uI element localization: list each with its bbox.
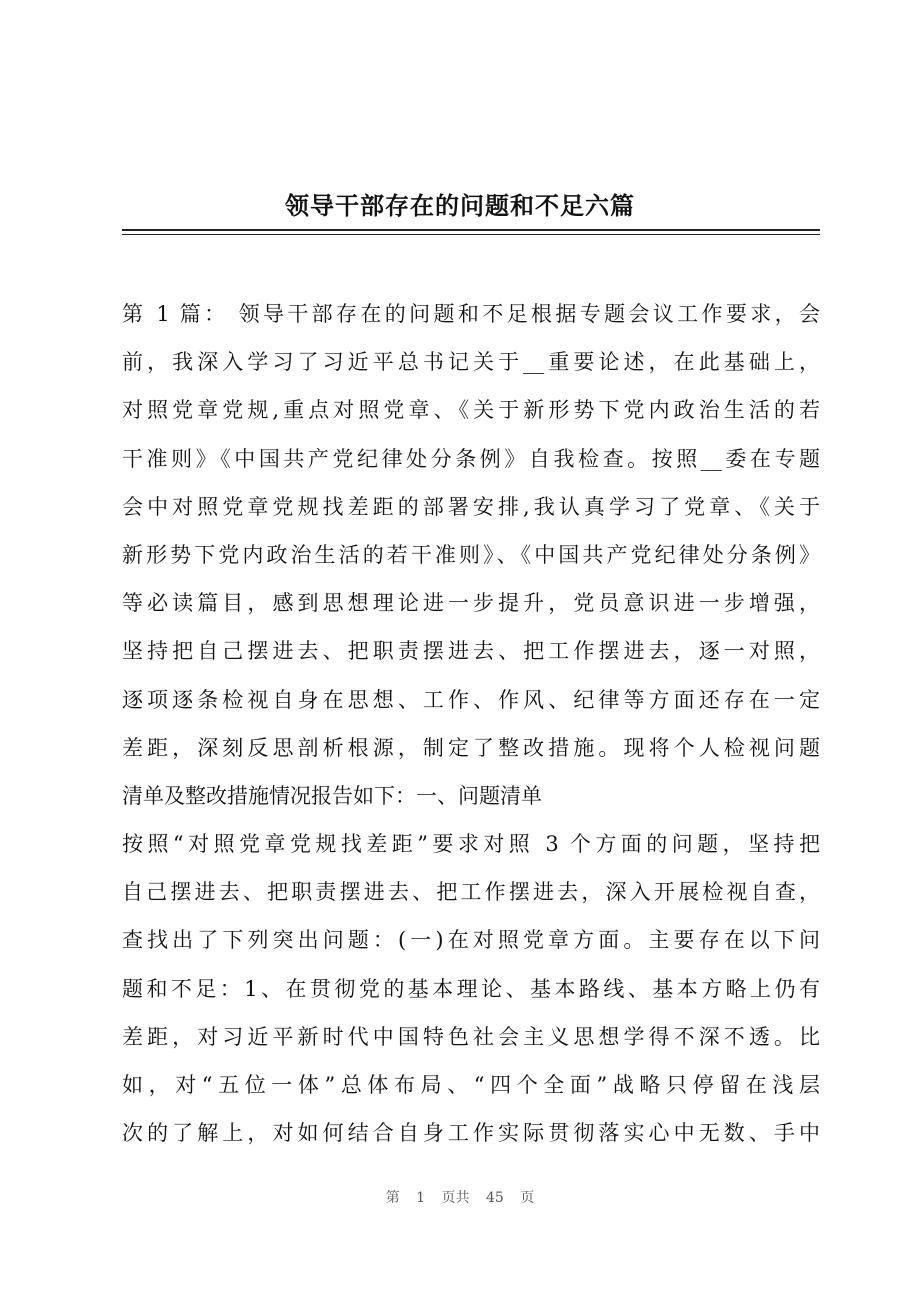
body-line: 等必读篇目，感到思想理论进一步提升，党员意识进一步增强， [122, 591, 820, 616]
body-line: 逐项逐条检视自身在思想、工作、作风、纪律等方面还存在一定 [122, 687, 820, 712]
footer-suffix: 页 [520, 1190, 535, 1206]
body-line: 对照党章党规,重点对照党章、《关于新形势下党内政治生活的若 [122, 398, 820, 423]
page-footer [0, 1186, 920, 1210]
body-line: 如，对“五位一体”总体布局、“四个全面”战略只停留在浅层 [122, 1073, 820, 1097]
body-line: 坚持把自己摆进去、把职责摆进去、把工作摆进去，逐一对照， [122, 639, 820, 664]
document-body [122, 290, 820, 1157]
body-line: 查找出了下列突出问题：(一)在对照党章方面。主要存在以下问 [122, 928, 820, 953]
body-line: 干准则》《中国共产党纪律处分条例》自我检查。按照__委在专题 [122, 446, 820, 471]
footer-page-number: 1 [416, 1190, 426, 1206]
footer-middle: 页共 [441, 1190, 470, 1206]
body-line: 题和不足：1、在贯彻党的基本理论、基本路线、基本方略上仍有 [122, 976, 820, 1001]
body-line: 第 1 篇： 领导干部存在的问题和不足根据专题会议工作要求，会 [122, 302, 820, 326]
body-line: 差距，对习近平新时代中国特色社会主义思想学得不深不透。比 [122, 1024, 820, 1049]
title-rule-thick [122, 229, 820, 231]
body-line: 会中对照党章党规找差距的部署安排,我认真学习了党章、《关于 [122, 494, 820, 519]
title-rule-thin [122, 234, 820, 235]
footer-prefix: 第 [385, 1190, 400, 1206]
body-line: 次的了解上，对如何结合自身工作实际贯彻落实心中无数、手中 [122, 1121, 820, 1146]
body-line: 差距，深刻反思剖析根源，制定了整改措施。现将个人检视问题 [122, 735, 820, 760]
body-line: 新形势下党内政治生活的若干准则》、《中国共产党纪律处分条例》 [122, 542, 820, 567]
body-line: 按照“对照党章党规找差距”要求对照 3 个方面的问题，坚持把 [122, 832, 820, 857]
body-line: 自己摆进去、把职责摆进去、把工作摆进去，深入开展检视自查， [122, 880, 820, 905]
footer-total-pages: 45 [486, 1190, 504, 1206]
document-title: 领导干部存在的问题和不足六篇 [285, 191, 635, 220]
body-line: 前，我深入学习了习近平总书记关于__重要论述，在此基础上， [122, 350, 820, 375]
body-line: 清单及整改措施情况报告如下：一、问题清单 [122, 783, 542, 808]
